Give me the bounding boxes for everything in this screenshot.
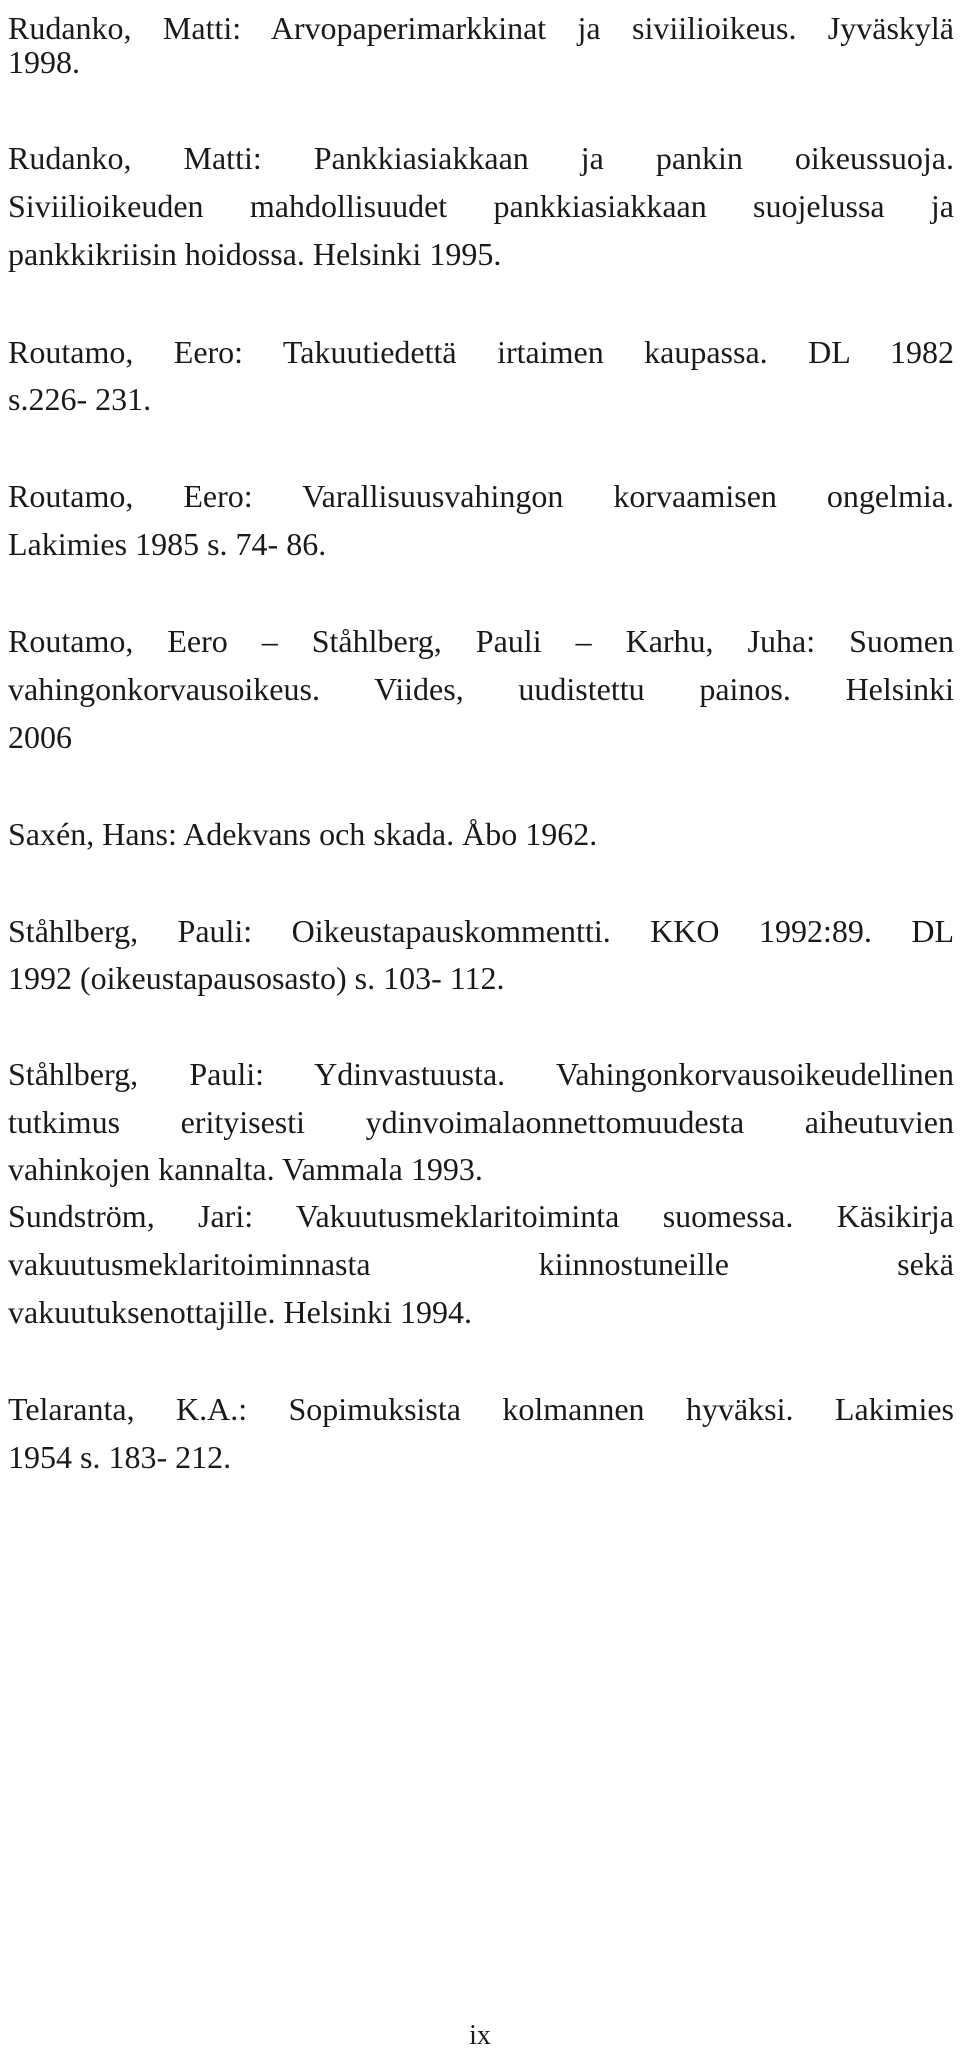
- reference-line: Siviilioikeuden mahdollisuudet pankkiasiakkaan suojelussa ja: [8, 188, 954, 224]
- reference-line: Ståhlberg, Pauli: Ydinvastuusta. Vahingonkorvausoikeudellinen: [8, 1056, 954, 1092]
- reference-line: vakuutusmeklaritoiminnasta kiinnostuneille sekä: [8, 1246, 954, 1282]
- reference-line: vahinkojen kannalta. Vammala 1993.: [8, 1151, 483, 1187]
- reference-line: 2006: [8, 719, 72, 755]
- reference-line: Rudanko, Matti: Pankkiasiakkaan ja pankin oikeussuoja.: [8, 140, 954, 176]
- reference-line: Routamo, Eero – Ståhlberg, Pauli – Karhu, Juha: Suomen: [8, 623, 954, 659]
- reference-line: Ståhlberg, Pauli: Oikeustapauskommentti. KKO 1992:89. DL: [8, 913, 954, 949]
- reference-line: Routamo, Eero: Takuutiedettä irtaimen kaupassa. DL 1982: [8, 334, 954, 370]
- reference-line: 1998.: [8, 44, 80, 80]
- reference-line: vakuutuksenottajille. Helsinki 1994.: [8, 1294, 472, 1330]
- page-number: ix: [469, 2020, 491, 2051]
- reference-line: pankkikriisin hoidossa. Helsinki 1995.: [8, 236, 502, 272]
- reference-line: tutkimus erityisesti ydinvoimalaonnettomuudesta aiheutuvien: [8, 1104, 954, 1140]
- reference-line: Saxén, Hans: Adekvans och skada. Åbo 1962.: [8, 816, 598, 852]
- reference-line: Lakimies 1985 s. 74- 86.: [8, 526, 327, 562]
- reference-line: Routamo, Eero: Varallisuusvahingon korvaamisen ongelmia.: [8, 478, 954, 514]
- reference-line: 1954 s. 183- 212.: [8, 1439, 232, 1475]
- reference-line: Rudanko, Matti: Arvopaperimarkkinat ja siviilioikeus. Jyväskylä: [8, 10, 954, 46]
- reference-line: vahingonkorvausoikeus. Viides, uudistettu painos. Helsinki: [8, 671, 954, 707]
- reference-line: Sundström, Jari: Vakuutusmeklaritoiminta suomessa. Käsikirja: [8, 1198, 954, 1234]
- reference-line: s.226- 231.: [8, 381, 152, 417]
- reference-line: Telaranta, K.A.: Sopimuksista kolmannen hyväksi. Lakimies: [8, 1391, 954, 1427]
- reference-line: 1992 (oikeustapausosasto) s. 103- 112.: [8, 960, 505, 996]
